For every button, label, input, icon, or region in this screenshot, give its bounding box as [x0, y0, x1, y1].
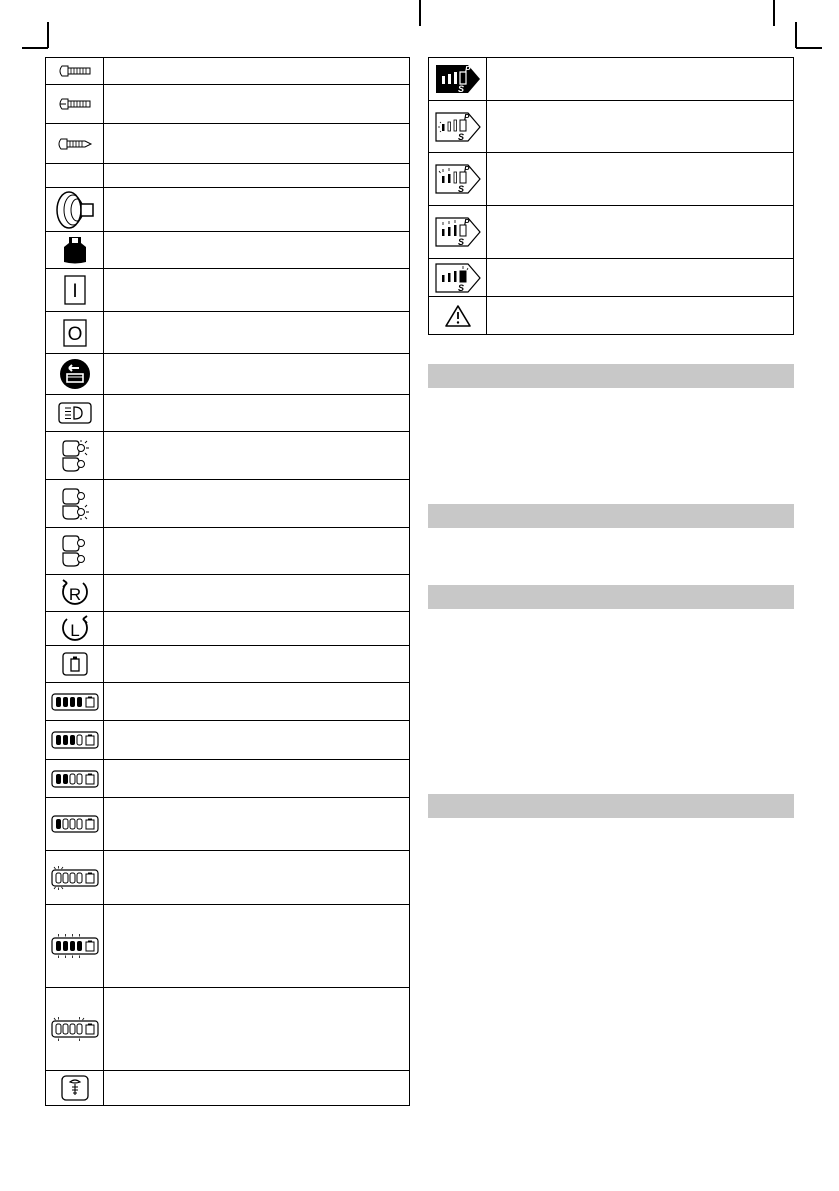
screw-round-head-icon	[46, 64, 103, 78]
symbol-row	[46, 85, 410, 124]
crop-mark	[419, 0, 421, 26]
right-symbol-table	[428, 57, 794, 335]
symbol-row	[46, 188, 410, 232]
power-off-icon	[46, 319, 103, 347]
speed-mode-low-icon	[429, 109, 486, 145]
rotation-right-icon	[46, 578, 103, 608]
svg-text:P: P	[463, 165, 469, 174]
symbol-row	[46, 232, 410, 269]
symbol-row	[46, 612, 410, 646]
crop-mark	[47, 22, 49, 48]
svg-text:O: O	[67, 323, 82, 345]
symbol-row	[429, 206, 794, 259]
svg-text:S: S	[457, 84, 464, 94]
light-icon	[46, 402, 103, 424]
symbol-row	[429, 297, 794, 335]
battery-all-blinking-icon	[46, 933, 103, 959]
socket-adapter-icon	[46, 190, 103, 230]
tapping-screw-icon	[46, 137, 103, 151]
speed-mode-medium-icon	[429, 161, 486, 197]
left-symbol-table	[45, 57, 410, 1106]
symbol-row	[429, 58, 794, 101]
symbol-row	[46, 528, 410, 575]
svg-text:S: S	[457, 237, 464, 247]
battery-icon	[46, 652, 103, 676]
symbol-row	[46, 395, 410, 432]
svg-text:P: P	[463, 112, 469, 122]
symbol-row	[46, 354, 410, 395]
symbol-row	[429, 101, 794, 153]
mode-leds-off-icon	[46, 533, 103, 569]
symbol-row	[46, 1071, 410, 1106]
symbol-row	[46, 760, 410, 798]
section-heading-bar	[428, 504, 794, 528]
symbol-row	[46, 683, 410, 721]
symbol-row	[46, 312, 410, 354]
section-heading-bar	[428, 585, 794, 609]
battery-removal-icon	[46, 358, 103, 390]
battery-level-1-blinking-icon	[46, 865, 103, 891]
svg-text:I: I	[71, 281, 78, 302]
symbol-row	[46, 432, 410, 480]
battery-level-1-icon	[46, 815, 103, 833]
svg-text:S: S	[457, 282, 464, 293]
svg-text:P: P	[464, 65, 470, 74]
power-on-icon	[46, 275, 103, 305]
crop-mark	[22, 47, 48, 49]
speed-mode-selected-icon	[429, 62, 486, 96]
speed-mode-max-icon	[429, 262, 486, 294]
symbol-row	[46, 575, 410, 612]
mode-upper-led-on-icon	[46, 438, 103, 474]
bit-holder-icon	[46, 235, 103, 265]
svg-text:S: S	[457, 131, 464, 142]
symbol-row	[46, 269, 410, 312]
battery-level-4-icon	[46, 693, 103, 711]
crop-mark	[796, 47, 822, 49]
symbol-row	[429, 153, 794, 206]
symbol-row	[46, 646, 410, 683]
symbol-row	[46, 164, 410, 188]
svg-text:L: L	[69, 620, 80, 640]
symbol-row	[429, 259, 794, 297]
battery-level-3-icon	[46, 731, 103, 749]
symbol-row	[46, 988, 410, 1071]
mode-lower-led-on-icon	[46, 486, 103, 522]
symbol-row	[46, 721, 410, 760]
svg-text:P: P	[463, 218, 469, 227]
symbol-row	[46, 798, 410, 851]
symbol-row	[46, 124, 410, 164]
symbol-row	[46, 905, 410, 988]
crop-mark	[773, 0, 775, 26]
section-heading-bar	[428, 364, 794, 388]
symbol-row	[46, 480, 410, 528]
warning-triangle-icon	[429, 304, 486, 328]
screw-flat-head-icon	[46, 97, 103, 111]
battery-alternate-blinking-icon	[46, 1016, 103, 1042]
symbol-row	[46, 851, 410, 905]
section-heading-bar	[428, 794, 794, 818]
crop-mark	[795, 22, 797, 48]
clutch-mode-icon	[46, 1075, 103, 1101]
battery-level-2-icon	[46, 770, 103, 788]
svg-text:S: S	[457, 184, 464, 194]
svg-text:R: R	[68, 585, 81, 604]
symbol-row	[46, 58, 410, 85]
speed-mode-high-icon	[429, 214, 486, 250]
rotation-left-icon	[46, 614, 103, 644]
